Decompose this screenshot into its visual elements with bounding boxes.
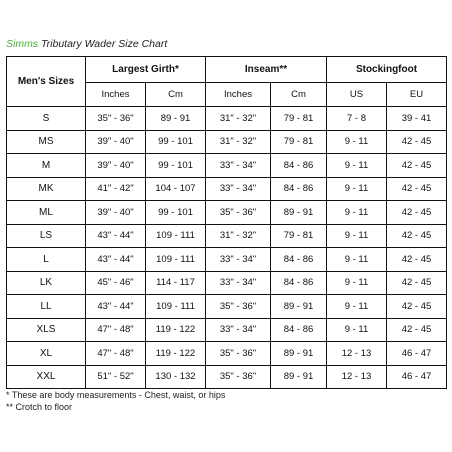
cell-girth-cm: 114 - 117 <box>146 271 206 295</box>
subheader-inseam-cm: Cm <box>271 83 327 107</box>
cell-girth-inches: 39" - 40" <box>86 130 146 154</box>
cell-us: 12 - 13 <box>327 365 387 389</box>
subheader-eu: EU <box>387 83 447 107</box>
cell-girth-inches: 39" - 40" <box>86 201 146 225</box>
cell-inseam-cm: 84 - 86 <box>271 248 327 272</box>
table-row <box>7 130 447 154</box>
cell-girth-cm: 104 - 107 <box>146 177 206 201</box>
cell-size: MK <box>7 177 86 201</box>
table-row <box>7 318 447 342</box>
cell-size: ML <box>7 201 86 225</box>
header-stockingfoot: Stockingfoot <box>327 57 447 83</box>
cell-girth-inches: 45" - 46" <box>86 271 146 295</box>
cell-inseam-cm: 89 - 91 <box>271 342 327 366</box>
cell-girth-inches: 35" - 36" <box>86 107 146 131</box>
cell-girth-inches: 43" - 44" <box>86 295 146 319</box>
cell-size: M <box>7 154 86 178</box>
header-row <box>7 57 447 83</box>
cell-girth-cm: 130 - 132 <box>146 365 206 389</box>
cell-inseam-cm: 89 - 91 <box>271 365 327 389</box>
cell-girth-inches: 39" - 40" <box>86 154 146 178</box>
cell-us: 9 - 11 <box>327 318 387 342</box>
cell-inseam-cm: 84 - 86 <box>271 318 327 342</box>
brand-name: Simms <box>6 38 39 50</box>
cell-inseam-inches: 33" - 34" <box>206 154 271 178</box>
size-chart-table <box>6 56 447 389</box>
table-row <box>7 365 447 389</box>
cell-inseam-inches: 35" - 36" <box>206 342 271 366</box>
cell-eu: 42 - 45 <box>387 130 447 154</box>
table-row <box>7 201 447 225</box>
cell-eu: 46 - 47 <box>387 365 447 389</box>
footnote-inseam: ** Crotch to floor <box>6 402 73 412</box>
header-mens-sizes: Men's Sizes <box>7 57 86 107</box>
cell-us: 9 - 11 <box>327 130 387 154</box>
header-largest-girth: Largest Girth* <box>86 57 206 83</box>
cell-inseam-cm: 84 - 86 <box>271 177 327 201</box>
table-row <box>7 248 447 272</box>
cell-inseam-cm: 84 - 86 <box>271 154 327 178</box>
footnote-girth: * These are body measurements - Chest, waist, or hips <box>6 390 226 400</box>
cell-eu: 42 - 45 <box>387 224 447 248</box>
cell-inseam-inches: 33" - 34" <box>206 271 271 295</box>
cell-size: S <box>7 107 86 131</box>
chart-title <box>6 38 167 50</box>
cell-eu: 42 - 45 <box>387 318 447 342</box>
cell-inseam-cm: 79 - 81 <box>271 107 327 131</box>
cell-inseam-inches: 31" - 32" <box>206 224 271 248</box>
cell-inseam-inches: 35" - 36" <box>206 365 271 389</box>
cell-size: MS <box>7 130 86 154</box>
footnotes <box>6 389 225 413</box>
size-rows <box>7 107 447 389</box>
cell-us: 9 - 11 <box>327 295 387 319</box>
cell-size: LS <box>7 224 86 248</box>
cell-inseam-inches: 35" - 36" <box>206 295 271 319</box>
cell-girth-cm: 99 - 101 <box>146 154 206 178</box>
cell-size: XLS <box>7 318 86 342</box>
table-row <box>7 177 447 201</box>
cell-inseam-inches: 31" - 32" <box>206 107 271 131</box>
chart-title-text: Tributary Wader Size Chart <box>38 38 168 50</box>
cell-girth-cm: 119 - 122 <box>146 318 206 342</box>
cell-girth-inches: 47" - 48" <box>86 342 146 366</box>
cell-inseam-inches: 35" - 36" <box>206 201 271 225</box>
table-row <box>7 154 447 178</box>
cell-us: 9 - 11 <box>327 154 387 178</box>
cell-girth-cm: 109 - 111 <box>146 248 206 272</box>
cell-girth-inches: 43" - 44" <box>86 248 146 272</box>
cell-eu: 42 - 45 <box>387 201 447 225</box>
cell-eu: 42 - 45 <box>387 248 447 272</box>
cell-girth-cm: 119 - 122 <box>146 342 206 366</box>
cell-inseam-cm: 79 - 81 <box>271 130 327 154</box>
cell-inseam-cm: 79 - 81 <box>271 224 327 248</box>
cell-inseam-inches: 33" - 34" <box>206 177 271 201</box>
cell-girth-cm: 99 - 101 <box>146 130 206 154</box>
cell-eu: 42 - 45 <box>387 177 447 201</box>
cell-size: XXL <box>7 365 86 389</box>
cell-size: LK <box>7 271 86 295</box>
cell-girth-cm: 109 - 111 <box>146 224 206 248</box>
cell-size: L <box>7 248 86 272</box>
cell-girth-cm: 99 - 101 <box>146 201 206 225</box>
cell-size: XL <box>7 342 86 366</box>
cell-girth-inches: 47" - 48" <box>86 318 146 342</box>
cell-inseam-inches: 31" - 32" <box>206 130 271 154</box>
cell-us: 9 - 11 <box>327 201 387 225</box>
cell-eu: 42 - 45 <box>387 154 447 178</box>
cell-girth-inches: 43" - 44" <box>86 224 146 248</box>
cell-girth-inches: 51" - 52" <box>86 365 146 389</box>
cell-inseam-inches: 33" - 34" <box>206 318 271 342</box>
header-inseam: Inseam** <box>206 57 327 83</box>
table-row <box>7 342 447 366</box>
subheader-girth-cm: Cm <box>146 83 206 107</box>
cell-girth-inches: 41" - 42" <box>86 177 146 201</box>
cell-eu: 46 - 47 <box>387 342 447 366</box>
cell-us: 9 - 11 <box>327 177 387 201</box>
subheader-inseam-inches: Inches <box>206 83 271 107</box>
subheader-us: US <box>327 83 387 107</box>
cell-us: 9 - 11 <box>327 224 387 248</box>
table-row <box>7 271 447 295</box>
cell-eu: 42 - 45 <box>387 295 447 319</box>
cell-girth-cm: 89 - 91 <box>146 107 206 131</box>
table-row <box>7 107 447 131</box>
table-row <box>7 224 447 248</box>
cell-inseam-cm: 84 - 86 <box>271 271 327 295</box>
subheader-girth-inches: Inches <box>86 83 146 107</box>
cell-inseam-cm: 89 - 91 <box>271 295 327 319</box>
cell-eu: 39 - 41 <box>387 107 447 131</box>
cell-inseam-cm: 89 - 91 <box>271 201 327 225</box>
table-row <box>7 295 447 319</box>
cell-us: 9 - 11 <box>327 248 387 272</box>
cell-eu: 42 - 45 <box>387 271 447 295</box>
cell-girth-cm: 109 - 111 <box>146 295 206 319</box>
cell-us: 9 - 11 <box>327 271 387 295</box>
cell-inseam-inches: 33" - 34" <box>206 248 271 272</box>
cell-us: 12 - 13 <box>327 342 387 366</box>
cell-us: 7 - 8 <box>327 107 387 131</box>
cell-size: LL <box>7 295 86 319</box>
